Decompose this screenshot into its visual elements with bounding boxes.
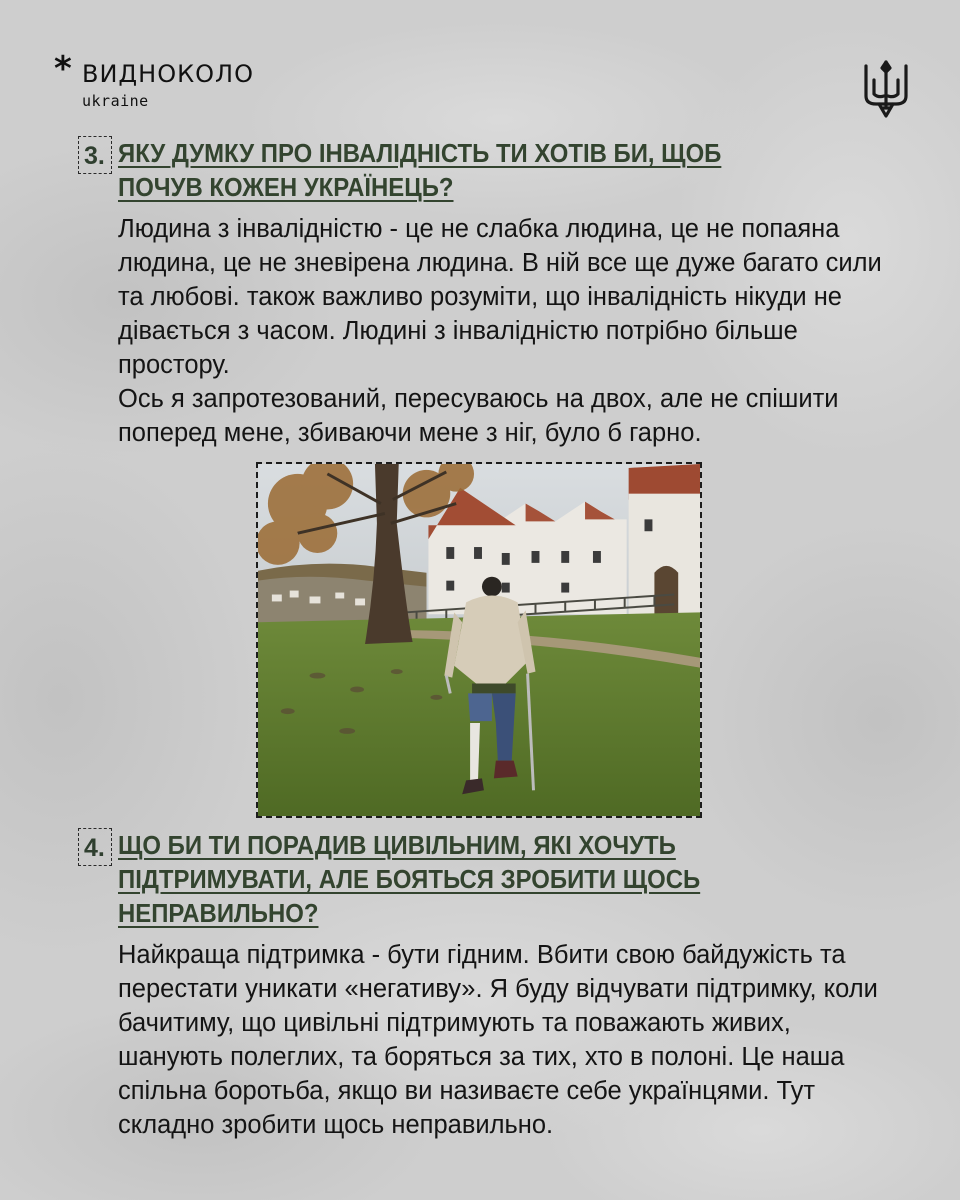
logo-subtitle: ukraine	[82, 92, 149, 110]
question-number: 4.	[78, 828, 112, 866]
answer-paragraph: Ось я запротезований, пересуваюсь на двох, але не спішити поперед мене, збиваючи мене з ніг, було б гарно.	[118, 385, 839, 447]
logo-title: ВИДНОКОЛО	[82, 60, 254, 88]
answer-3	[118, 212, 898, 450]
logo-asterisk: *	[54, 49, 72, 89]
answer-paragraph: Найкраща підтримка - бути гідним. Вбити свою байдужість та перестати уникати «негативу». Я буду відчувати підтримку, коли бачитиму, що цивільні підтримують та поважають живих, шанують полеглих, та боряться за тих, хто в полоні. Це наша спільна боротьба, якщо ви називаєте себе українцями. Тут складно зробити щось неправильно.	[118, 941, 878, 1139]
answer-paragraph: Людина з інвалідністю - це не слабка людина, це не попаяна людина, це не зневірена людина. В ній все ще дуже багато сили та любові. також важливо розуміти, що інвалідність нікуди не дівається з часом. Людині з інвалідністю потрібно більше простору.	[118, 215, 882, 379]
photo-man-with-prosthesis-at-castle	[256, 462, 702, 818]
question-title: ЯКУ ДУМКУ ПРО ІНВАЛІДНІСТЬ ТИ ХОТІВ БИ, ЩОБ ПОЧУВ КОЖЕН УКРАЇНЕЦЬ?	[118, 138, 722, 202]
trident-icon	[860, 58, 912, 120]
question-title: ЩО БИ ТИ ПОРАДИВ ЦИВІЛЬНИМ, ЯКІ ХОЧУТЬ ПІДТРИМУВАТИ, АЛЕ БОЯТЬСЯ ЗРОБИТИ ЩОСЬ НЕПРАВИЛЬНО?	[118, 830, 701, 928]
answer-4	[118, 938, 898, 1142]
question-number: 3.	[78, 136, 112, 174]
